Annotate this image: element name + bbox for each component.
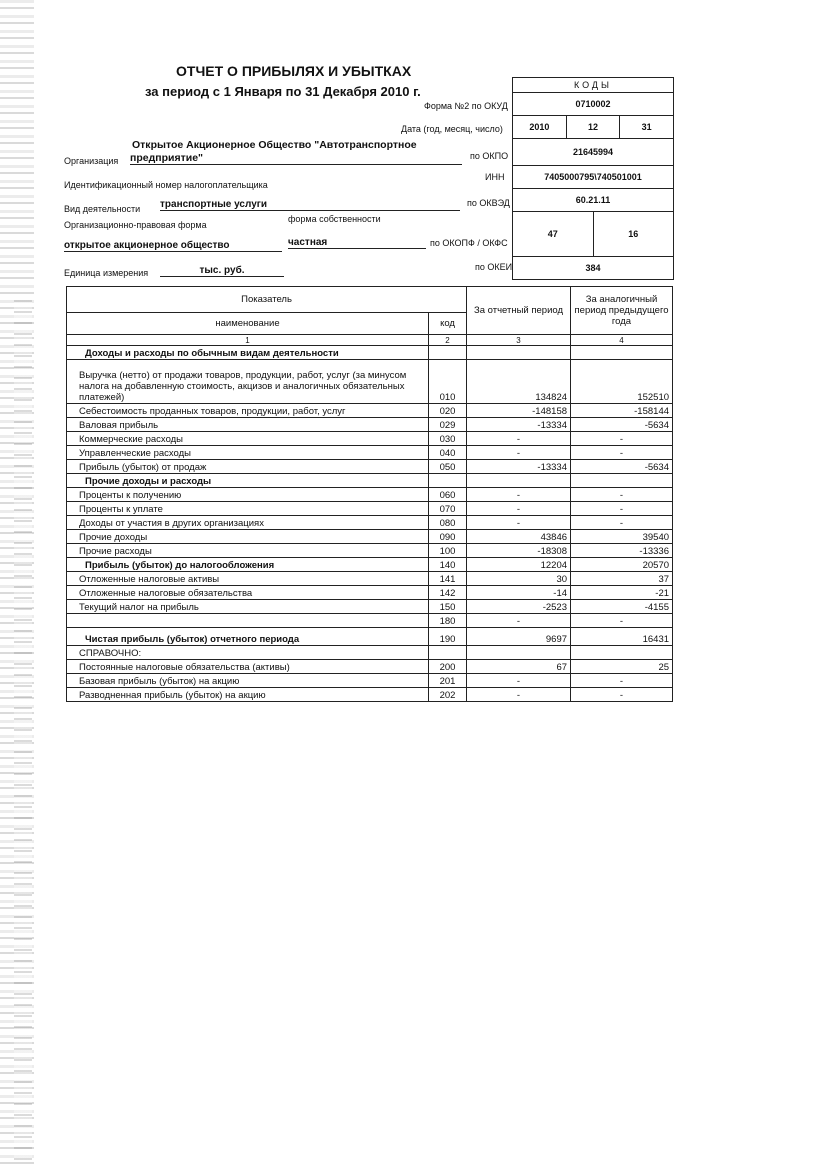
row-current: 12204: [467, 558, 571, 572]
row-current: -: [467, 614, 571, 628]
okved-label: по ОКВЭД: [467, 198, 510, 208]
row-code: 180: [429, 614, 467, 628]
col-indicator-header: Показатель: [67, 287, 467, 313]
row-current: 134824: [467, 360, 571, 404]
income-statement-table: [66, 286, 673, 702]
row-name: Себестоимость проданных товаров, продукции, работ, услуг: [67, 404, 429, 418]
okopf-label: по ОКОПФ / ОКФС: [430, 238, 508, 248]
ownership-value: частная: [288, 237, 426, 249]
okfs-code: 16: [628, 229, 639, 239]
row-current: -: [467, 688, 571, 702]
row-name: Базовая прибыль (убыток) на акцию: [67, 674, 429, 688]
row-name: Прочие расходы: [67, 544, 429, 558]
row-code: 060: [429, 488, 467, 502]
col-current-header: За отчетный период: [467, 287, 571, 335]
row-name: [67, 614, 429, 628]
date-label: Дата (год, месяц, число): [401, 124, 503, 134]
row-previous: [571, 646, 673, 660]
row-code: 090: [429, 530, 467, 544]
row-code: 050: [429, 460, 467, 474]
okopf-code: 47: [513, 212, 594, 256]
row-previous: -: [571, 502, 673, 516]
codes-header: КОДЫ: [513, 78, 673, 93]
legal-form-label: Организационно-правовая форма: [64, 220, 207, 230]
row-previous: -: [571, 446, 673, 460]
row-current: -: [467, 432, 571, 446]
row-code: 201: [429, 674, 467, 688]
row-code: 010: [429, 360, 467, 404]
row-name: Управленческие расходы: [67, 446, 429, 460]
row-name: Текущий налог на прибыль: [67, 600, 429, 614]
row-current: -13334: [467, 418, 571, 432]
row-current: 67: [467, 660, 571, 674]
row-name: Отложенные налоговые обязательства: [67, 586, 429, 600]
codes-box: [512, 77, 674, 280]
row-current: -14: [467, 586, 571, 600]
row-current: -: [467, 488, 571, 502]
col-number-3: 3: [467, 335, 571, 346]
row-previous: 152510: [571, 360, 673, 404]
row-code: 020: [429, 404, 467, 418]
report-title: ОТЧЕТ О ПРИБЫЛЯХ И УБЫТКАХ: [176, 63, 412, 79]
col-number-1: 1: [67, 335, 429, 346]
row-previous: -: [571, 432, 673, 446]
legal-form-value: открытое акционерное общество: [64, 240, 282, 252]
row-previous: -21: [571, 586, 673, 600]
inn-label: ИНН: [485, 172, 505, 182]
okpo-label: по ОКПО: [470, 151, 509, 161]
scan-edge-artifact-2: [14, 300, 32, 1160]
row-name: Прибыль (убыток) от продаж: [67, 460, 429, 474]
okopf-okfs-codes: [513, 212, 673, 257]
row-code: 080: [429, 516, 467, 530]
row-current: [467, 646, 571, 660]
row-previous: -: [571, 488, 673, 502]
row-previous: 25: [571, 660, 673, 674]
row-name: Прочие доходы: [67, 530, 429, 544]
row-name: Прибыль (убыток) до налогообложения: [67, 558, 429, 572]
row-name: Проценты к уплате: [67, 502, 429, 516]
unit-label: Единица измерения: [64, 268, 149, 278]
row-current: [467, 346, 571, 360]
row-current: 9697: [467, 628, 571, 646]
row-previous: 39540: [571, 530, 673, 544]
activity-value: транспортные услуги: [160, 199, 460, 211]
date-day: 31: [641, 122, 652, 132]
ownership-label: форма собственности: [288, 214, 381, 224]
okpo-code: 21645994: [513, 139, 673, 166]
org-name-line-1: Открытое Акционерное Общество "Автотранспортное: [132, 139, 417, 151]
row-previous: 37: [571, 572, 673, 586]
inn-title: Идентификационный номер налогоплательщика: [64, 180, 268, 190]
col-previous-header: За аналогичный период предыдущего года: [571, 287, 673, 335]
row-current: -: [467, 446, 571, 460]
row-previous: -158144: [571, 404, 673, 418]
row-current: -13334: [467, 460, 571, 474]
row-previous: 20570: [571, 558, 673, 572]
col-name-header: наименование: [67, 313, 429, 335]
row-previous: -4155: [571, 600, 673, 614]
row-code: 190: [429, 628, 467, 646]
row-name: Проценты к получению: [67, 488, 429, 502]
row-previous: -: [571, 614, 673, 628]
col-number-2: 2: [429, 335, 467, 346]
date-codes: [513, 116, 673, 139]
col-code-header: код: [429, 313, 467, 335]
row-name: Выручка (нетто) от продажи товаров, продукции, работ, услуг (за минусом налога на добавленную стоимость, акцизов и аналогичных обязательных платежей): [67, 360, 429, 404]
row-name: Валовая прибыль: [67, 418, 429, 432]
row-code: [429, 474, 467, 488]
row-code: 141: [429, 572, 467, 586]
row-name: Доходы от участия в других организациях: [67, 516, 429, 530]
activity-label: Вид деятельности: [64, 204, 141, 214]
okei-label: по ОКЕИ: [475, 262, 513, 272]
row-code: 100: [429, 544, 467, 558]
row-code: [429, 646, 467, 660]
row-code: 202: [429, 688, 467, 702]
okud-code: 0710002: [513, 93, 673, 116]
row-code: 140: [429, 558, 467, 572]
org-name-line-2: предприятие": [130, 152, 462, 165]
inn-code: 7405000795\740501001: [513, 166, 673, 189]
col-number-4: 4: [571, 335, 673, 346]
org-label: Организация: [64, 156, 119, 166]
row-code: 150: [429, 600, 467, 614]
row-current: -18308: [467, 544, 571, 558]
report-period: за период с 1 Января по 31 Декабря 2010 г.: [145, 84, 421, 99]
row-code: 029: [429, 418, 467, 432]
date-month: 12: [567, 116, 621, 138]
row-previous: [571, 474, 673, 488]
row-current: [467, 474, 571, 488]
row-current: 30: [467, 572, 571, 586]
row-name: СПРАВОЧНО:: [67, 646, 429, 660]
row-code: 142: [429, 586, 467, 600]
row-previous: -5634: [571, 418, 673, 432]
row-current: 43846: [467, 530, 571, 544]
row-name: Прочие доходы и расходы: [67, 474, 429, 488]
row-current: -148158: [467, 404, 571, 418]
row-name: Коммерческие расходы: [67, 432, 429, 446]
row-code: 070: [429, 502, 467, 516]
row-previous: [571, 346, 673, 360]
row-code: 200: [429, 660, 467, 674]
row-name: Чистая прибыль (убыток) отчетного периода: [67, 628, 429, 646]
row-name: Разводненная прибыль (убыток) на акцию: [67, 688, 429, 702]
row-previous: -: [571, 516, 673, 530]
row-current: -: [467, 674, 571, 688]
form-label: Форма №2 по ОКУД: [424, 101, 508, 111]
row-code: [429, 346, 467, 360]
row-current: -2523: [467, 600, 571, 614]
row-name: Доходы и расходы по обычным видам деятельности: [67, 346, 429, 360]
row-name: Отложенные налоговые активы: [67, 572, 429, 586]
okved-code: 60.21.11: [513, 189, 673, 212]
row-previous: -: [571, 674, 673, 688]
row-current: -: [467, 502, 571, 516]
row-code: 040: [429, 446, 467, 460]
unit-value: тыс. руб.: [160, 265, 284, 277]
row-previous: -13336: [571, 544, 673, 558]
row-name: Постоянные налоговые обязательства (активы): [67, 660, 429, 674]
okei-code: 384: [585, 263, 601, 273]
date-year: 2010: [513, 116, 567, 138]
row-previous: -5634: [571, 460, 673, 474]
row-code: 030: [429, 432, 467, 446]
row-previous: 16431: [571, 628, 673, 646]
row-current: -: [467, 516, 571, 530]
row-previous: -: [571, 688, 673, 702]
